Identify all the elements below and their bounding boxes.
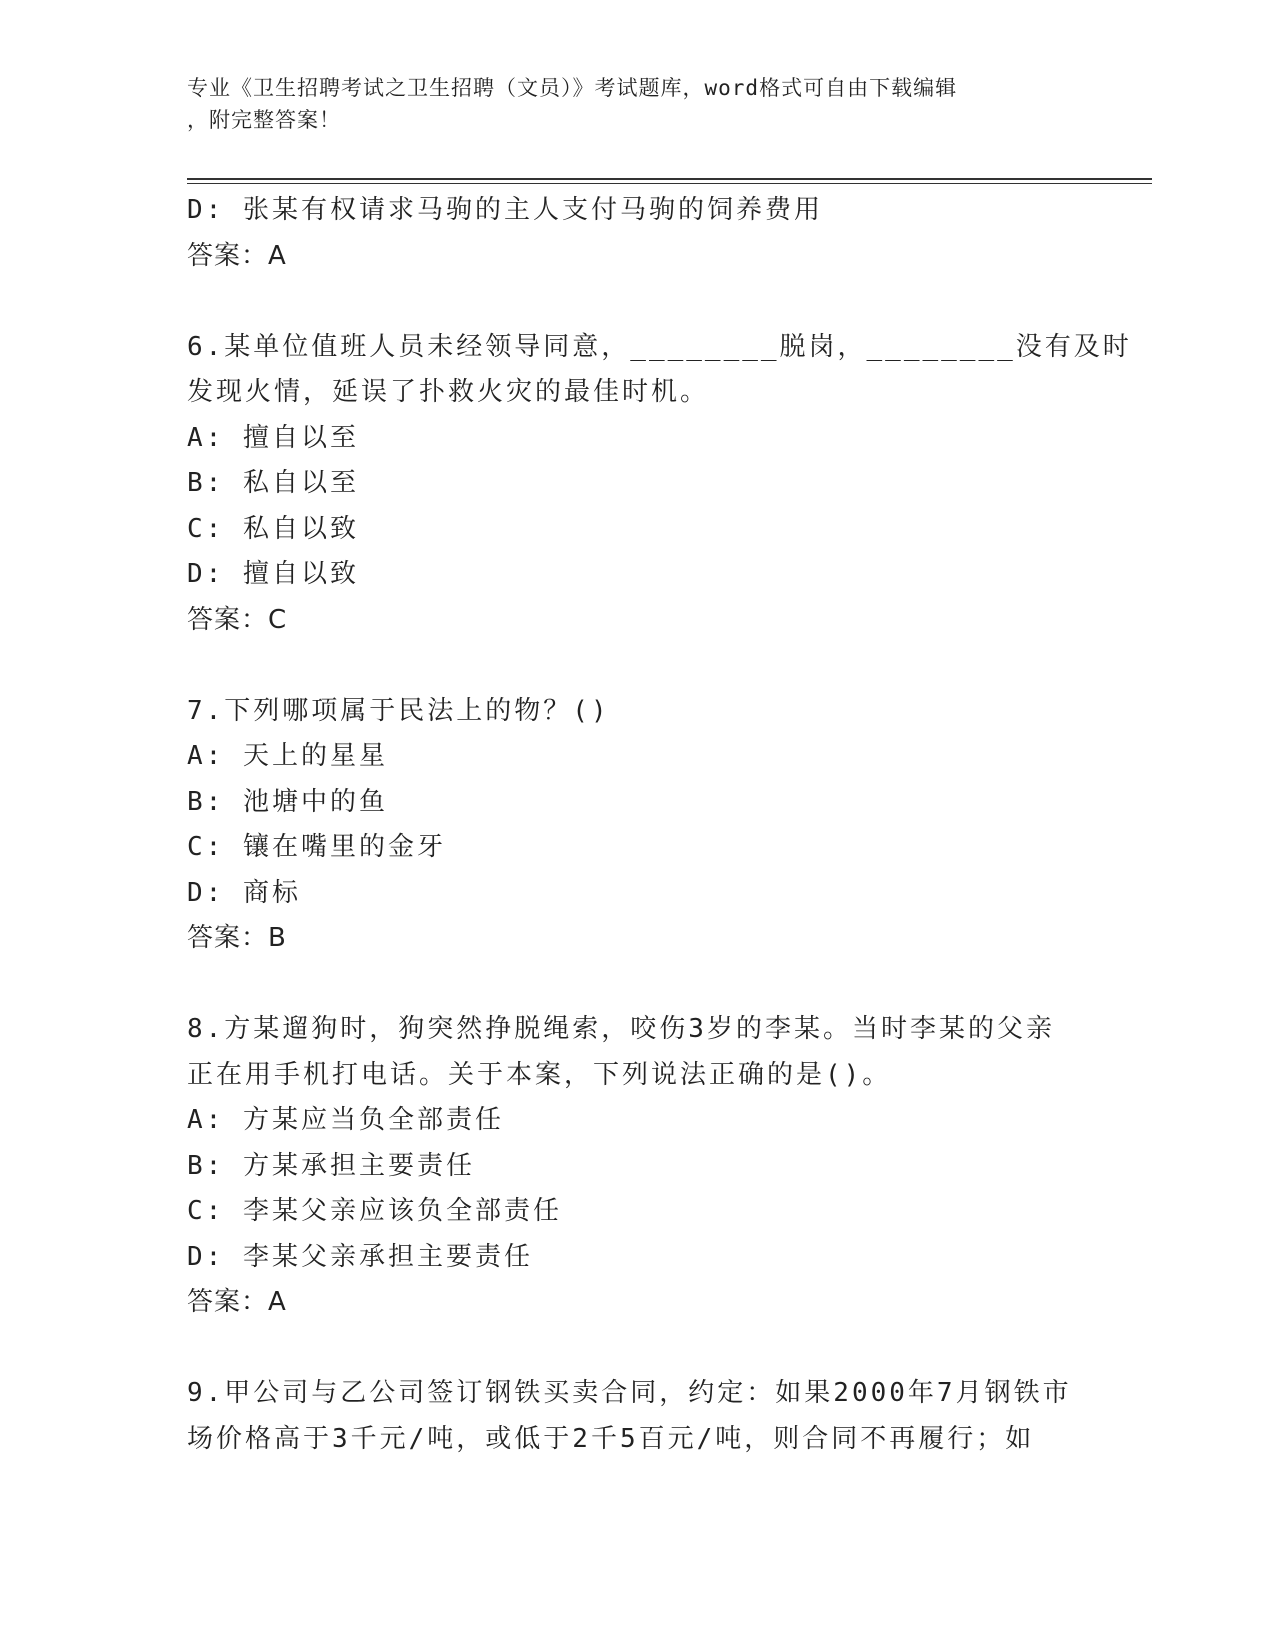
option-a: A: 天上的星星 xyxy=(187,741,388,771)
document-header xyxy=(187,72,1067,136)
option-d: D: 张某有权请求马驹的主人支付马驹的饲养费用 xyxy=(187,195,823,225)
question-7 xyxy=(187,689,1087,962)
question-9 xyxy=(187,1371,1087,1462)
option-c: C: 私自以致 xyxy=(187,513,359,544)
option-d: D: 擅自以致 xyxy=(187,559,359,589)
spacer xyxy=(187,1326,1087,1372)
question-stem: 场价格高于3千元/吨，或低于2千5百元/吨，则合同不再履行；如 xyxy=(187,1423,1035,1454)
question-list xyxy=(187,188,1132,1462)
answer: 答案：A xyxy=(187,240,287,271)
question-6 xyxy=(187,325,1132,644)
header-line-2: ，附完整答案！ xyxy=(187,108,341,132)
question-stem: 9.甲公司与乙公司签订钢铁买卖合同，约定：如果2000年7月钢铁市 xyxy=(187,1378,1072,1408)
question-stem: 7.下列哪项属于民法上的物？() xyxy=(187,695,610,726)
question-stem: 发现火情，延误了扑救火灾的最佳时机。 xyxy=(187,377,710,407)
answer: 答案：A xyxy=(187,1287,287,1317)
spacer xyxy=(187,643,1087,689)
option-a: A: 方某应当负全部责任 xyxy=(187,1105,504,1135)
question-stem: 正在用手机打电话。关于本案，下列说法正确的是()。 xyxy=(187,1059,892,1090)
option-a: A: 擅自以至 xyxy=(187,422,359,453)
option-d: D: 李某父亲承担主要责任 xyxy=(187,1241,533,1272)
question-stem: 6.某单位值班人员未经领导同意，________脱岗，________没有及时 xyxy=(187,331,1132,362)
header-line-1: 专业《卫生招聘考试之卫生招聘（文员）》考试题库，word格式可自由下载编辑 xyxy=(187,76,958,100)
spacer xyxy=(187,962,1087,1008)
answer: 答案：B xyxy=(187,923,287,953)
question-stem: 8.方某遛狗时，狗突然挣脱绳索，咬伤3岁的李某。当时李某的父亲 xyxy=(187,1014,1055,1044)
question-5-tail xyxy=(187,188,1087,279)
answer: 答案：C xyxy=(187,604,288,635)
option-c: C: 李某父亲应该负全部责任 xyxy=(187,1196,562,1226)
option-c: C: 镶在嘴里的金牙 xyxy=(187,832,446,862)
option-b: B: 池塘中的鱼 xyxy=(187,786,388,817)
option-d: D: 商标 xyxy=(187,877,301,908)
header-rule-thin xyxy=(187,183,1152,184)
option-b: B: 方某承担主要责任 xyxy=(187,1150,475,1181)
spacer xyxy=(187,279,1087,325)
option-b: B: 私自以至 xyxy=(187,468,359,498)
question-8 xyxy=(187,1007,1087,1326)
header-rule-thick xyxy=(187,178,1152,180)
